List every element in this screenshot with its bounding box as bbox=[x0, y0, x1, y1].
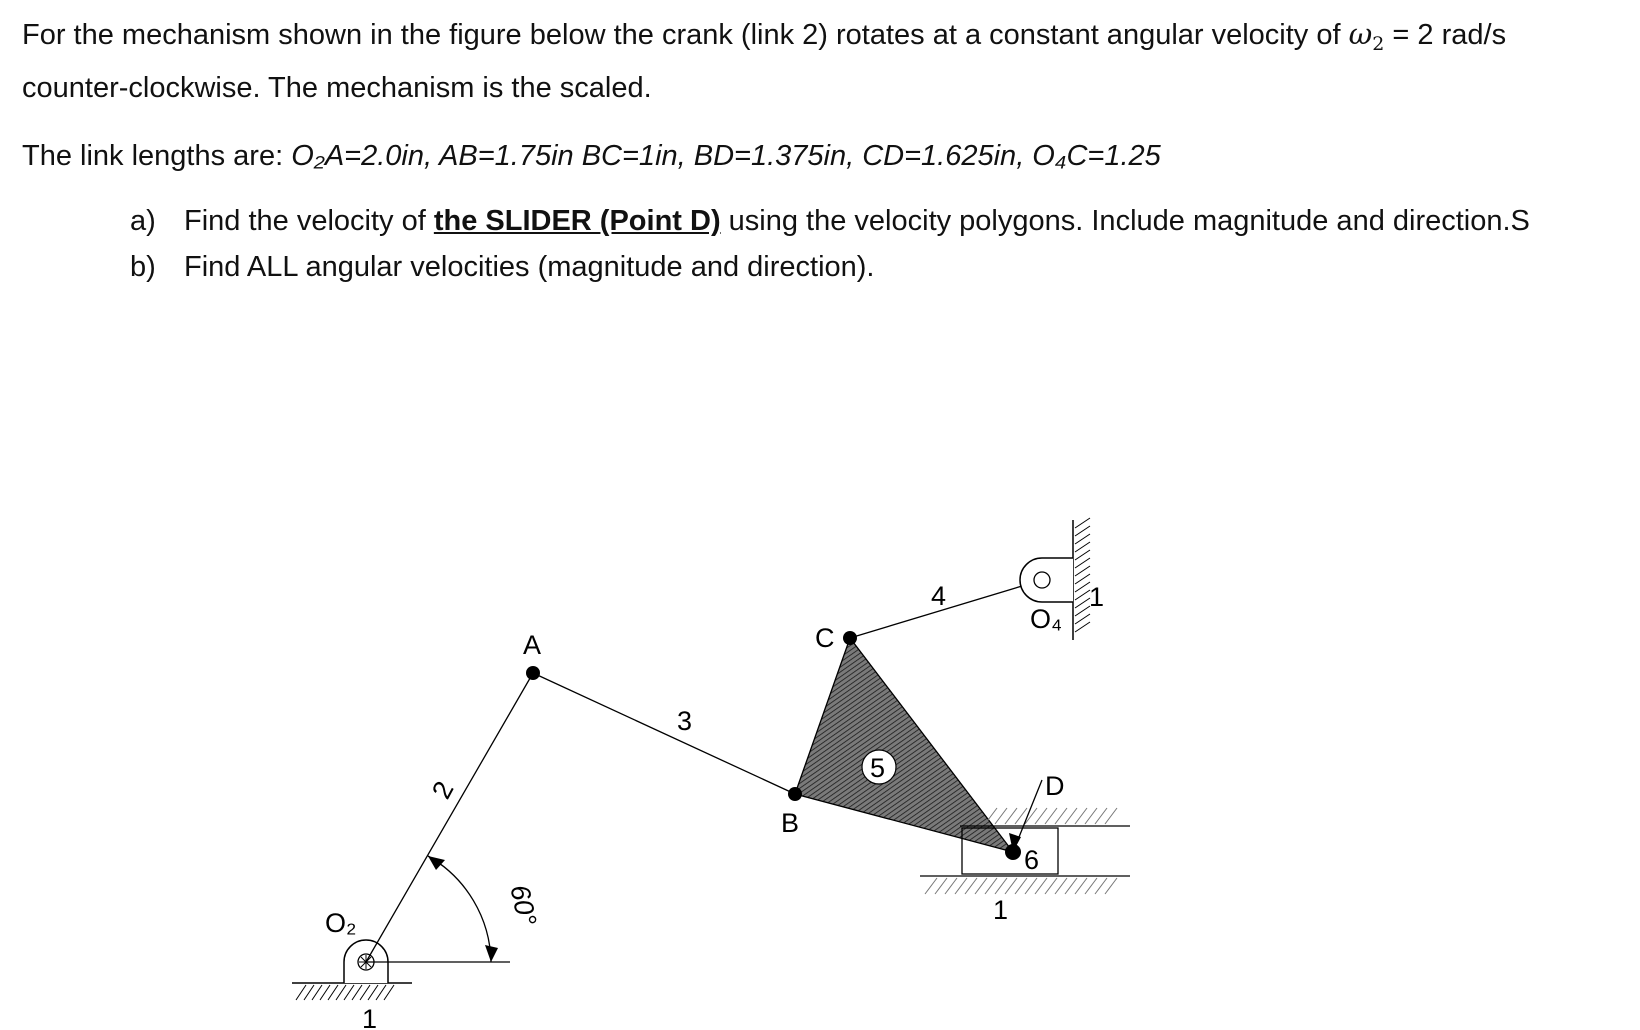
label-link-2: 2 bbox=[426, 776, 460, 804]
question-b-text: Find ALL angular velocities (magnitude and direction). bbox=[184, 251, 875, 283]
label-ground-o4: 1 bbox=[1089, 582, 1105, 612]
label-link-5: 5 bbox=[870, 753, 886, 783]
link-lengths-prefix: The link lengths are: bbox=[22, 140, 292, 172]
link-5-ternary bbox=[795, 638, 1013, 852]
joint-c bbox=[843, 631, 857, 645]
joint-b bbox=[788, 787, 802, 801]
label-ground-o2: 1 bbox=[362, 1004, 378, 1030]
link-lengths-values: O₂A=2.0in, AB=1.75in BC=1in, BD=1.375in, CD=1.625in, O₄C=1.25 bbox=[291, 140, 1161, 172]
label-link-3: 3 bbox=[677, 706, 693, 736]
label-ground-slider: 1 bbox=[993, 895, 1009, 925]
ground-o2 bbox=[292, 940, 412, 1000]
angle-arrowhead-upper bbox=[428, 856, 445, 870]
question-a-emphasis: the SLIDER (Point D) bbox=[433, 205, 721, 237]
label-d: D bbox=[1045, 771, 1065, 801]
label-b: B bbox=[781, 808, 800, 838]
label-a: A bbox=[523, 630, 542, 660]
label-o4: O₄ bbox=[1030, 604, 1063, 634]
label-o2: O₂ bbox=[325, 908, 357, 938]
question-a-label: a) bbox=[130, 205, 156, 237]
omega-subscript: 2 bbox=[1372, 33, 1385, 55]
angle-arc bbox=[428, 856, 491, 962]
angle-arrowhead-lower bbox=[485, 945, 498, 962]
label-c: C bbox=[815, 623, 835, 653]
question-b-label: b) bbox=[130, 251, 156, 283]
question-a-post: using the velocity polygons. Include magnitude and direction.S bbox=[720, 205, 1530, 237]
omega-value: = 2 rad/s bbox=[1384, 19, 1507, 51]
label-angle: 60° bbox=[504, 882, 543, 929]
joint-a bbox=[526, 666, 540, 680]
omega-symbol: ω bbox=[1348, 17, 1373, 51]
label-link-4: 4 bbox=[931, 581, 947, 611]
question-a-pre: Find the velocity of bbox=[184, 205, 434, 237]
link-2-crank bbox=[366, 673, 533, 962]
joint-d bbox=[1005, 844, 1021, 860]
intro-text-part1: For the mechanism shown in the figure below the crank (link 2) rotates at a constant angular velocity of bbox=[22, 19, 1349, 51]
link-3-coupler bbox=[533, 673, 795, 794]
label-link-6: 6 bbox=[1024, 845, 1040, 875]
intro-text-part2: counter-clockwise. The mechanism is the scaled. bbox=[22, 72, 652, 104]
